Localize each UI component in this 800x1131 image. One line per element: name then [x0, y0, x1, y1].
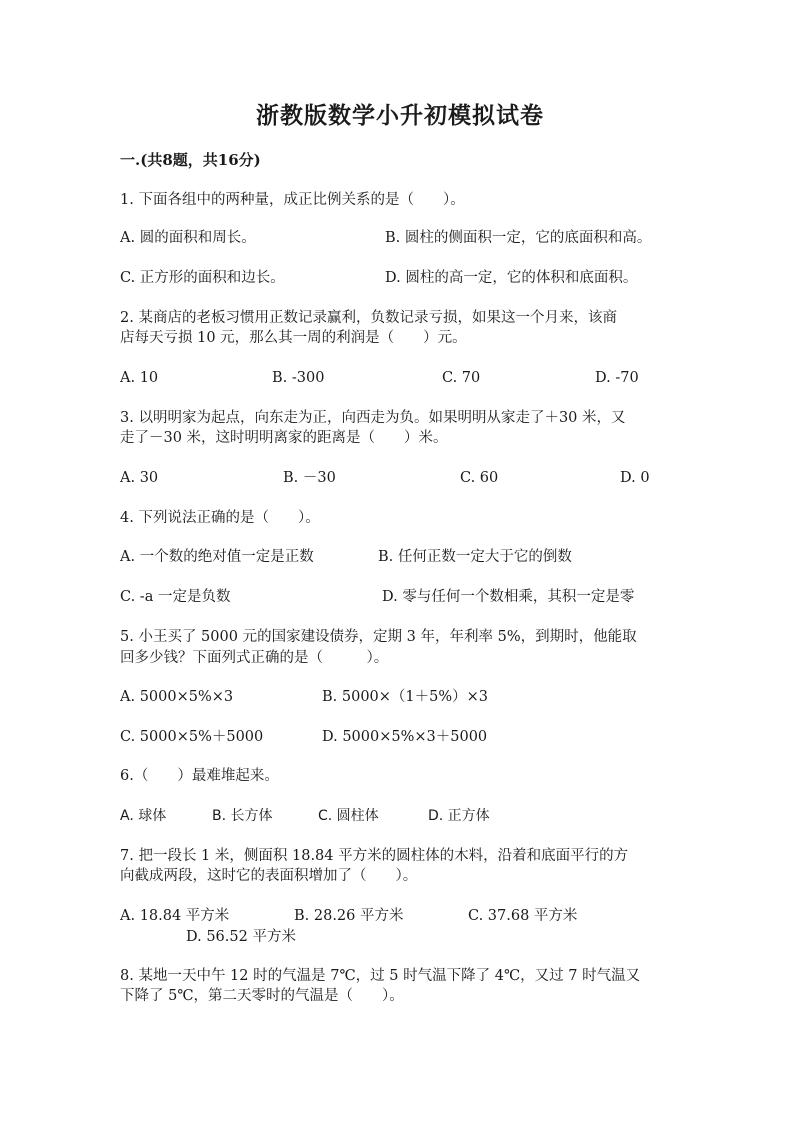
question-2-option-a: A. 10: [120, 370, 159, 386]
question-4-option-d: D. 零与任何一个数相乘，其积一定是零: [382, 589, 635, 605]
question-2-text-line-2: 店每天亏损 10 元，那么其一周的利润是（ ）元。: [120, 330, 467, 346]
question-3-text-line-1: 3. 以明明家为起点，向东走为正，向西走为负。如果明明从家走了＋30 米，又: [120, 410, 626, 426]
question-1-option-c: C. 正方形的面积和边长。: [120, 270, 285, 286]
section-heading: 一.(共8题，共16分): [120, 151, 261, 169]
question-4-option-b: B. 任何正数一定大于它的倒数: [378, 549, 572, 565]
question-1-option-d: D. 圆柱的高一定，它的体积和底面积。: [385, 270, 638, 286]
question-5-option-c: C. 5000×5%＋5000: [120, 729, 264, 745]
question-4-option-a: A. 一个数的绝对值一定是正数: [120, 549, 314, 565]
question-1-text: 1. 下面各组中的两种量，成正比例关系的是（ ）。: [120, 192, 465, 208]
question-7-text-line-1: 7. 把一段长 1 米，侧面积 18.84 平方米的圆柱体的木料，沿着和底面平行的方: [120, 848, 629, 864]
page-title: 浙教版数学小升初模拟试卷: [256, 102, 544, 129]
question-1-option-a: A. 圆的面积和周长。: [120, 230, 256, 246]
question-1-option-b: B. 圆柱的侧面积一定，它的底面积和高。: [385, 230, 652, 246]
question-2-text-line-1: 2. 某商店的老板习惯用正数记录赢利，负数记录亏损，如果这一个月来，该商: [120, 310, 617, 326]
question-2-option-d: D. -70: [595, 370, 639, 386]
question-3-text-line-2: 走了－30 米，这时明明离家的距离是（ ）米。: [120, 430, 448, 446]
question-8-text-line-1: 8. 某地一天中午 12 时的气温是 7℃，过 5 时气温下降了 4℃，又过 7 时气温又: [120, 968, 641, 984]
question-6-text: 6.（ ）最难堆起来。: [120, 768, 279, 784]
question-2-option-c: C. 70: [442, 370, 481, 386]
question-7-option-a: A. 18.84 平方米: [120, 908, 230, 924]
question-5-option-a: A. 5000×5%×3: [120, 689, 234, 705]
question-3-option-c: C. 60: [460, 470, 499, 486]
question-3-option-b: B. －30: [283, 470, 336, 486]
question-2-option-b: B. -300: [272, 370, 325, 386]
question-6-option-d: D. 正方体: [428, 808, 490, 824]
question-3-option-a: A. 30: [120, 470, 159, 486]
question-3-option-d: D. 0: [620, 470, 650, 486]
question-7-option-c: C. 37.68 平方米: [468, 908, 578, 924]
question-5-text-line-1: 5. 小王买了 5000 元的国家建设债券，定期 3 年，年利率 5%，到期时，他能取: [120, 629, 637, 645]
question-6-option-b: B. 长方体: [212, 808, 273, 824]
question-7-text-line-2: 向截成两段，这时它的表面积增加了（ ）。: [120, 868, 418, 884]
question-5-option-d: D. 5000×5%×3＋5000: [322, 729, 488, 745]
question-5-text-line-2: 回多少钱？下面列式正确的是（ ）。: [120, 650, 389, 666]
question-8-text-line-2: 下降了 5℃，第二天零时的气温是（ ）。: [120, 988, 404, 1004]
question-4-option-c: C. -a 一定是负数: [120, 589, 231, 605]
question-6-option-c: C. 圆柱体: [318, 808, 379, 824]
question-5-option-b: B. 5000×（1＋5%）×3: [322, 689, 489, 705]
question-6-option-a: A. 球体: [120, 808, 167, 824]
question-7-option-b: B. 28.26 平方米: [294, 908, 404, 924]
question-4-text: 4. 下列说法正确的是（ ）。: [120, 510, 320, 526]
question-7-option-d: D. 56.52 平方米: [186, 929, 296, 945]
